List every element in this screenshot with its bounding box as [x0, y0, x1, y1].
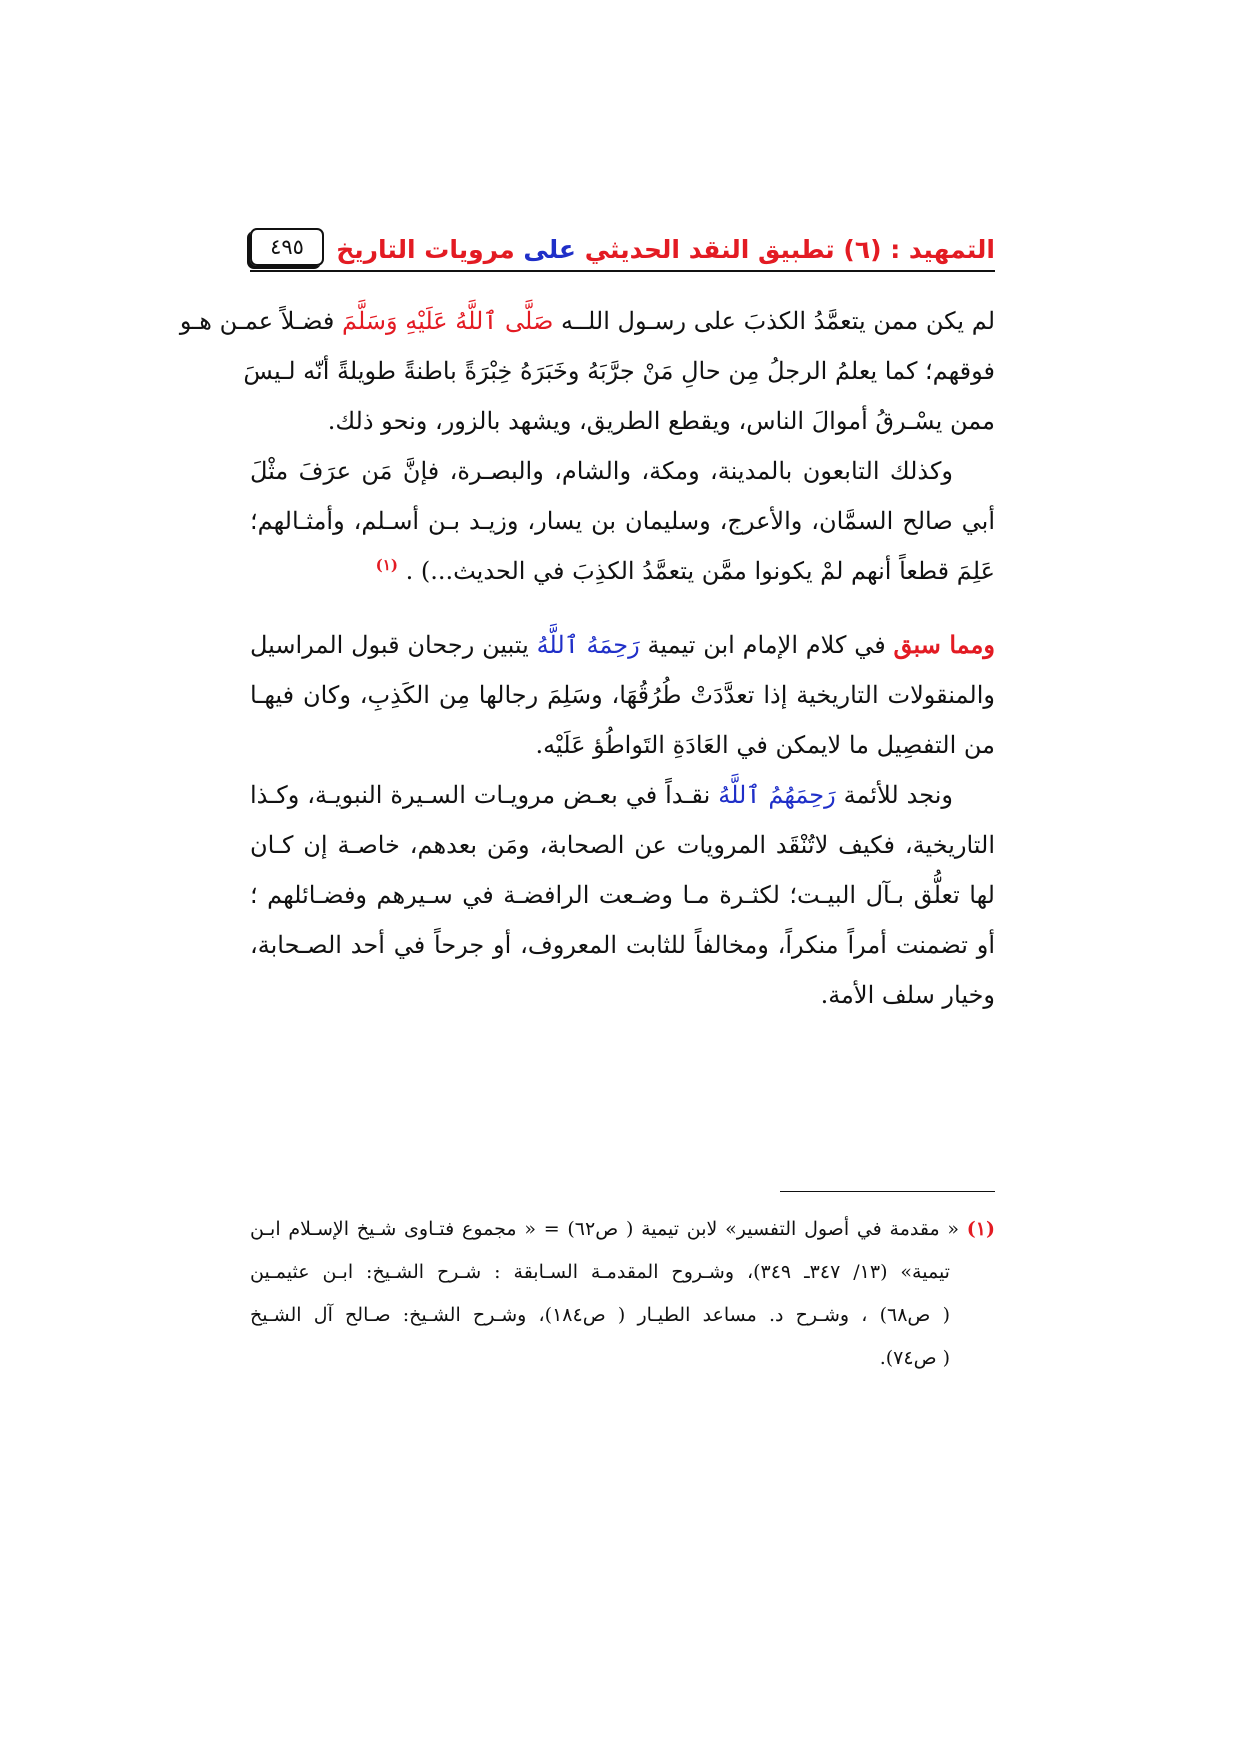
- text-run: في كلام الإمام ابن تيمية: [639, 631, 894, 659]
- honorific-rahimahumullah: رَحِمَهُمُ ٱللَّهُ: [718, 781, 836, 809]
- honorific-salawat: صَلَّى ٱللَّهُ عَلَيْهِ وَسَلَّمَ: [341, 307, 554, 335]
- text-line: التاريخية، فكيف لاتُنْقَد المرويات عن الصحابة، ومَن بعدهم، خاصـة إن كـان: [250, 831, 995, 859]
- main-text: [179, 296, 996, 1020]
- page-header: [250, 226, 995, 278]
- page-number: ٤٩٥: [270, 235, 304, 259]
- text-line: [250, 620, 995, 670]
- text-line: وكذلك التابعون بالمدينة، ومكة، والشام، والبصـرة، فإنَّ مَن عرَفَ مثْلَ: [250, 457, 953, 485]
- text-run: نقـداً في بعـض مرويـات السـيرة النبويـة، وكـذا: [250, 781, 719, 809]
- text-line: من التفصِيل ما لايمكن في العَادَةِ التَواطُؤ عَلَيْه.: [535, 731, 995, 759]
- text-line: [179, 296, 995, 346]
- text-line: فوقهم؛ كما يعلمُ الرجلُ مِن حالِ مَنْ جرَّبَهُ وخَبَرَهُ خِبْرَةً باطنةً طويلةً أنّه لـيسَ: [243, 357, 995, 385]
- footnote: [250, 1208, 995, 1380]
- paragraph-2: [250, 446, 995, 596]
- paragraph-1: [179, 296, 995, 446]
- text-line: أبي صالح السمَّان، والأعرج، وسليمان بن يسار، وزيـد بـن أسـلم، وأمثـالهم؛: [250, 507, 995, 535]
- page-number-box: [250, 228, 324, 266]
- header-rule: [250, 270, 995, 272]
- text-run: يتبين رجحان قبول المراسيل: [250, 631, 537, 659]
- footnote-line: ( ص٦٨) ، وشـرح د. مساعد الطيـار ( ص١٨٤)، وشـرح الشـيخ: صـالح آل الشـيخ: [250, 1304, 950, 1326]
- text-run: عَلِمَ قطعاً أنهم لمْ يكونوا ممَّن يتعمَّدُ الكذِبَ في الحديث...) .: [405, 557, 995, 585]
- text-run: ونجد للأئمة: [835, 781, 954, 809]
- text-line: ممن يسْـرقُ أموالَ الناس، ويقطع الطريق، ويشهد بالزور، ونحو ذلك.: [327, 407, 995, 435]
- footnote-number: (١): [966, 1218, 995, 1240]
- footnote-separator: [780, 1191, 995, 1192]
- text-line: [250, 546, 995, 596]
- text-line: وخيار سلف الأمة.: [820, 981, 995, 1009]
- running-title-part-2: على: [523, 235, 576, 264]
- footnote-marker[interactable]: (١): [375, 556, 398, 574]
- paragraph-gap: [250, 596, 995, 620]
- highlight-phrase: ومما سبق: [893, 630, 996, 659]
- running-title: [336, 232, 995, 268]
- running-title-part-1: التمهيد : (٦) تطبيق النقد الحديثي: [576, 235, 995, 264]
- text-run: فضـلاً عمـن هـو: [179, 307, 342, 335]
- text-run: لم يكن ممن يتعمَّدُ الكذبَ على رسـول اللــه: [553, 307, 995, 335]
- running-title-part-3: مرويات التاريخ: [336, 235, 524, 264]
- text-line: [250, 770, 995, 820]
- text-line: لها تعلُّق بـآل البيـت؛ لكثـرة مـا وضـعت الرافضـة في سـيرهم وفضـائلهم ؛: [250, 881, 995, 909]
- text-run: « مقدمة في أصول التفسير» لابن تيمية ( ص٦٢) = « مجموع فتـاوى شـيخ الإسـلام ابـن: [250, 1218, 967, 1240]
- honorific-rahimahullah: رَحِمَهُ ٱللَّهُ: [536, 631, 640, 659]
- footnote-line: ( ص٧٤).: [879, 1347, 950, 1369]
- footnote-line: [250, 1208, 995, 1251]
- text-line: أو تضمنت أمراً منكراً، ومخالفاً للثابت المعروف، أو جرحاً في أحد الصـحابة،: [250, 931, 995, 959]
- text-line: والمنقولات التاريخية إذا تعدَّدَتْ طُرُقُهَا، وسَلِمَ رجالها مِن الكَذِبِ، وكان فيهـا: [250, 681, 995, 709]
- footnote-line: تيمية» (١٣/ ٣٤٧ـ ٣٤٩)، وشـروح المقدمـة السـابقة : شـرح الشـيخ: ابـن عثيمـين: [250, 1261, 950, 1283]
- paragraph-4: [250, 770, 995, 1020]
- paragraph-3: [250, 620, 995, 770]
